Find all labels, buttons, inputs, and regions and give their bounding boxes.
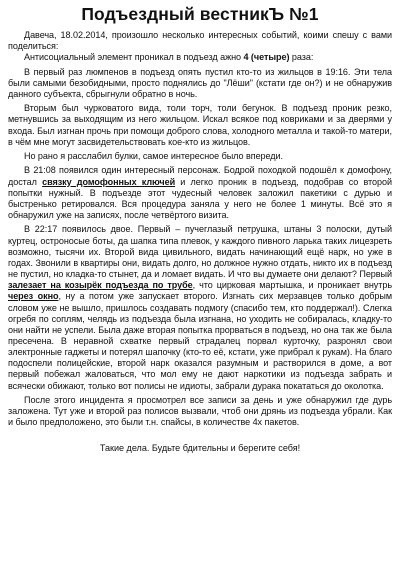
paragraph-first-visit: В первый раз люмпенов в подъезд опять пустил кто-то из жильцов в 19:16. Эти тела были самыми безобидными, просто поднялись до "Лёши" (кстати где он?) и не обнаружив данного субъекта, сбрыгнули обратно в ночь. xyxy=(8,66,392,99)
paragraph-fourth-visit xyxy=(8,224,392,391)
paragraph-third-visit xyxy=(8,165,392,221)
p5-text-a: В 22:17 появилось двое. Первый – пучеглазый петрушка, штаны 3 полоски, дутый куртец, остроносые боты, да шапка типа плевок, у каждого пивного ларька таких лицезреть возможно, тысячи их. Второй вида цивильного, видать начинающий ещё нарк, но уже в годах. Звонили в квартиры они, видать долго, но должное нужно отдать, никто их в подъезд не пустил, но кладка-то стынет, да и ломает видать. И что вы думаете они делают? Первый xyxy=(8,224,392,280)
paragraph-second-visit: Вторым был чурковатого вида, толи торч, толи бегунок. В подъезд проник резко, метнувшись за выходящим из него жильцом. Искал всякое под ковриками и за дверями у входа. Был изгнан прочь при помощи доброго слова, холодного металла и такой-то матери, в чём мне могут засвидетельствовать кое-кто из жильцов. xyxy=(8,103,392,147)
p4-highlight-keys: связку домофонных ключей xyxy=(42,176,176,187)
paragraph-aftermath: После этого инцидента я просмотрел все записи за день и уже обнаружил где дурь заложена. Тут уже и второй раз полисов вызвали, чтоб они дрянь из подъезда убрали. Как и было предположено, это были т.н. спайсы, в количестве 4х пакетов. xyxy=(8,394,392,428)
intro-paragraph xyxy=(8,30,392,52)
document-title: Подъездный вестникЪ №1 xyxy=(81,4,319,24)
p4-text-a: В 21:08 появился один интересный персонаж. Бодрой походкой подошёл к домофону, достал xyxy=(8,165,392,187)
p5-text-c: , что цирковая мартышка, и проникает внутрь xyxy=(192,280,392,291)
p5-highlight-pipe: залезает на козырёк подъезда по трубе xyxy=(8,280,193,291)
intro-line-2a: Антисоциальный элемент проникал в подъезд ажно xyxy=(24,52,244,63)
p5-highlight-window: через окно xyxy=(8,291,59,302)
paragraph-transition: Но рано я расслабил булки, самое интересное было впереди. xyxy=(24,151,284,162)
visit-count: 4 (четыре) xyxy=(243,52,290,63)
intro-paragraph-2 xyxy=(8,52,392,63)
closing-line: Такие дела. Будьте бдительны и берегите себя! xyxy=(99,443,301,454)
intro-line-1: Давеча, 18.02.2014, произошло несколько интересных событий, коими спешу с вами поделиться: xyxy=(8,30,392,52)
p4-text-c: и легко проник в подъезд, подобрав со второй попытки нужный. В подъезде этот чудесный человек заложил пакетики с дурью и быстренько ретировался. Вся процедура заняла у него не более 1 минуты. Всё это я обнаружил уже на записях, после четвёртого визита. xyxy=(8,176,392,221)
intro-line-2c: раза: xyxy=(289,52,314,63)
p5-text-e: , ну а потом уже запускает второго. Изгнать сих мерзавцев только добрым словом уже не вышло, пришлось создавать подмогу (спасибо тем, кто поддержал!). Слегка огребя по соплям, челядь из подъезда была изгнана, но уходить не собиралась, кладку-то они найти не успели. Была даже вторая попытка прорваться в подъезд, но она так же была пресечена. В неравной схватке первый страдалец порвал курточку, разронял свои электронные гаджеты и потерял шапочку (кто-то её, кстати, уже прибрал к рукам). На благо подоспели полицейские, второй нарк оказался разумным и растворился в доме, а вот первый побежал жаловаться, что мол ему не дают наркотики из подъезда забрать и всячески обижают, только вот полисы не идиоты, забрали дурака покататься до околотка. xyxy=(8,291,392,391)
document-body xyxy=(8,30,392,428)
